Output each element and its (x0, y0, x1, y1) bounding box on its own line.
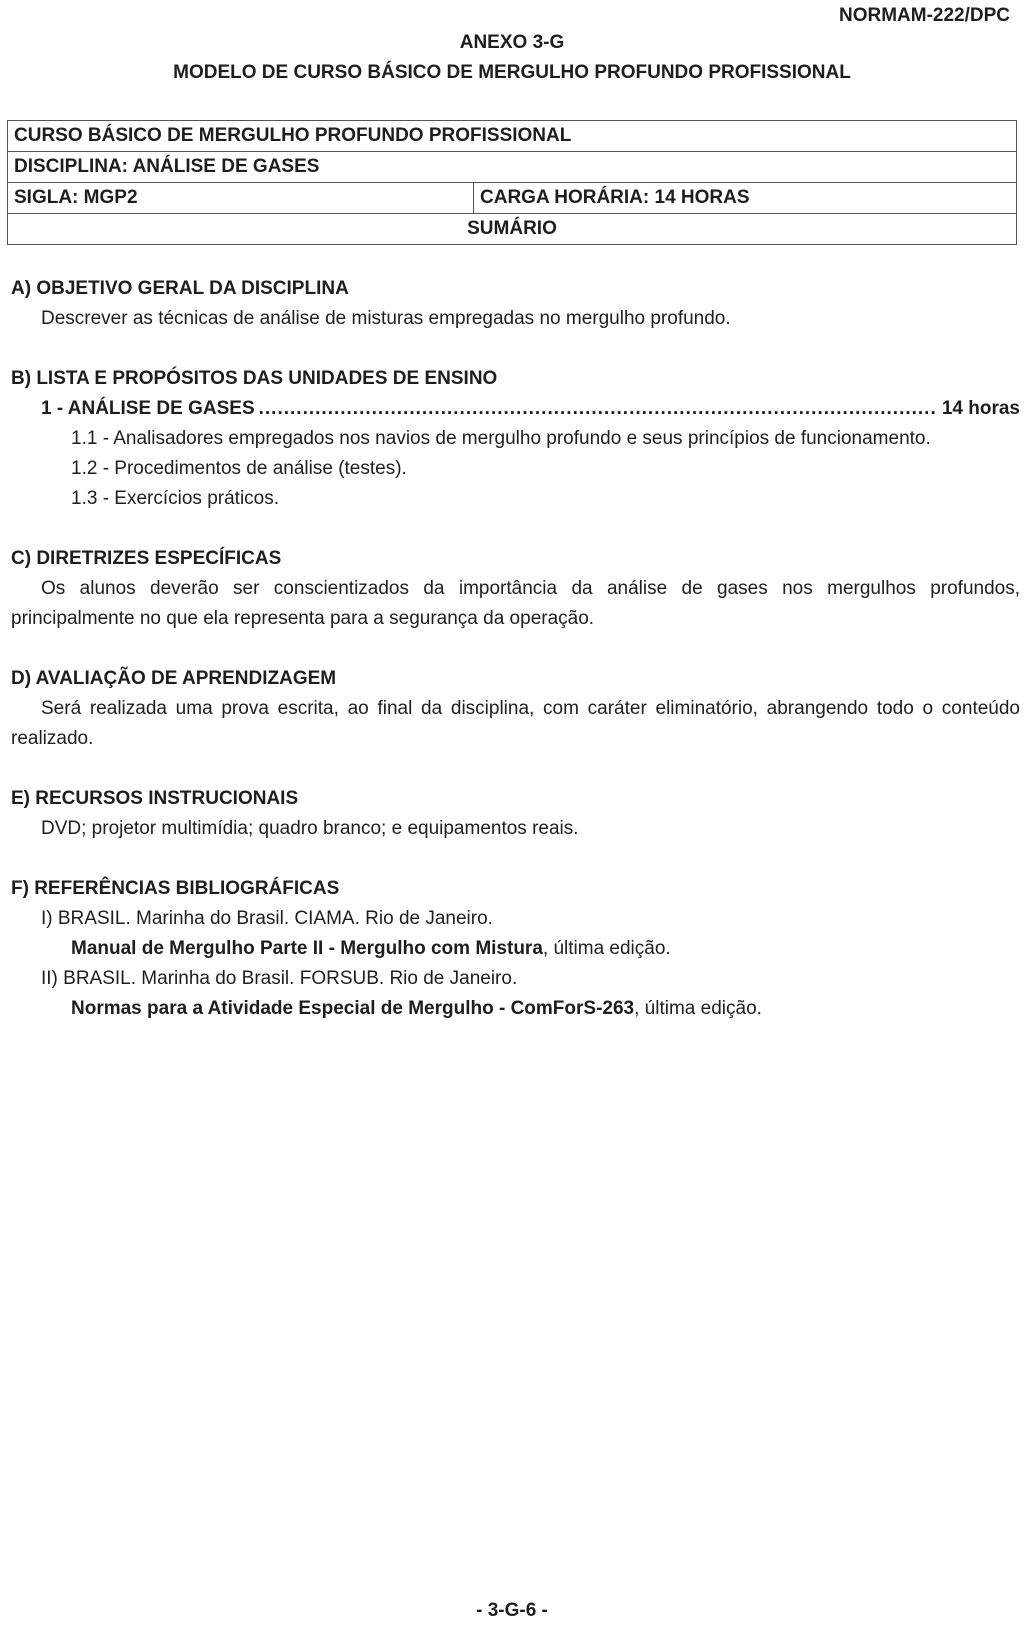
reference-title-line (11, 994, 1020, 1024)
unit-item: 1.3 - Exercícios práticos. (71, 488, 280, 509)
unit-item: 1.2 - Procedimentos de análise (testes). (71, 458, 407, 479)
page-number: - 3-G-6 - (476, 1599, 548, 1621)
reference-title: Manual de Mergulho Parte II - Mergulho com Mistura (71, 938, 543, 959)
course-name-cell: CURSO BÁSICO DE MERGULHO PROFUNDO PROFISSIONAL (8, 121, 1017, 152)
section-title: A) OBJETIVO GERAL DA DISCIPLINA (11, 278, 349, 299)
reference-title-line (11, 934, 1020, 964)
dot-leader (259, 394, 938, 424)
section-text: Descrever as técnicas de análise de misturas empregadas no mergulho profundo. (41, 308, 731, 329)
unit-item: 1.1 - Analisadores empregados nos navios de mergulho profundo e seus princípios de funcionamento. (71, 428, 931, 449)
discipline-cell: DISCIPLINA: ANÁLISE DE GASES (8, 152, 1017, 183)
section-text: Será realizada uma prova escrita, ao final da disciplina, com caráter eliminatório, abrangendo todo o conteúdo realizado. (11, 698, 1020, 749)
reference-suffix: , última edição. (634, 998, 762, 1019)
unit-label: 1 - ANÁLISE DE GASES (41, 398, 255, 419)
reference-title: Normas para a Atividade Especial de Mergulho - ComForS-263 (71, 998, 635, 1019)
annex-title: ANEXO 3-G (459, 32, 565, 53)
reference-source: II) BRASIL. Marinha do Brasil. FORSUB. Rio de Janeiro. (41, 968, 518, 989)
section-text: Os alunos deverão ser conscientizados da importância da análise de gases nos mergulhos profundos, principalmente no que ela representa para a segurança da operação. (11, 578, 1020, 629)
sigla-cell: SIGLA: MGP2 (8, 183, 474, 214)
table-row (8, 121, 1017, 152)
reference-suffix: , última edição. (542, 938, 671, 959)
unit-line (11, 394, 1020, 424)
reference-source: I) BRASIL. Marinha do Brasil. CIAMA. Rio de Janeiro. (41, 908, 493, 929)
section-text: DVD; projetor multimídia; quadro branco; e equipamentos reais. (41, 818, 579, 839)
model-title: MODELO DE CURSO BÁSICO DE MERGULHO PROFUNDO PROFISSIONAL (173, 62, 851, 83)
section-units (11, 364, 1020, 514)
table-row (8, 152, 1017, 183)
table-row (8, 214, 1017, 245)
document-body (11, 274, 1020, 1054)
section-title: D) AVALIAÇÃO DE APRENDIZAGEM (11, 668, 337, 689)
workload-cell: CARGA HORÁRIA: 14 HORAS (474, 183, 1017, 214)
section-title: E) RECURSOS INSTRUCIONAIS (11, 788, 299, 809)
unit-hours: 14 horas (941, 398, 1020, 419)
document-code: NORMAM-222/DPC (838, 5, 1010, 26)
course-header-table (7, 120, 1017, 245)
section-objective (11, 274, 1020, 334)
table-row (8, 183, 1017, 214)
section-title: B) LISTA E PROPÓSITOS DAS UNIDADES DE ENSINO (11, 368, 498, 389)
section-guidelines (11, 544, 1020, 634)
section-references (11, 874, 1020, 1024)
section-evaluation (11, 664, 1020, 754)
section-title: F) REFERÊNCIAS BIBLIOGRÁFICAS (11, 878, 340, 899)
title-block (0, 28, 1024, 88)
section-title: C) DIRETRIZES ESPECÍFICAS (11, 548, 282, 569)
section-resources (11, 784, 1020, 844)
summary-cell: SUMÁRIO (8, 214, 1017, 245)
